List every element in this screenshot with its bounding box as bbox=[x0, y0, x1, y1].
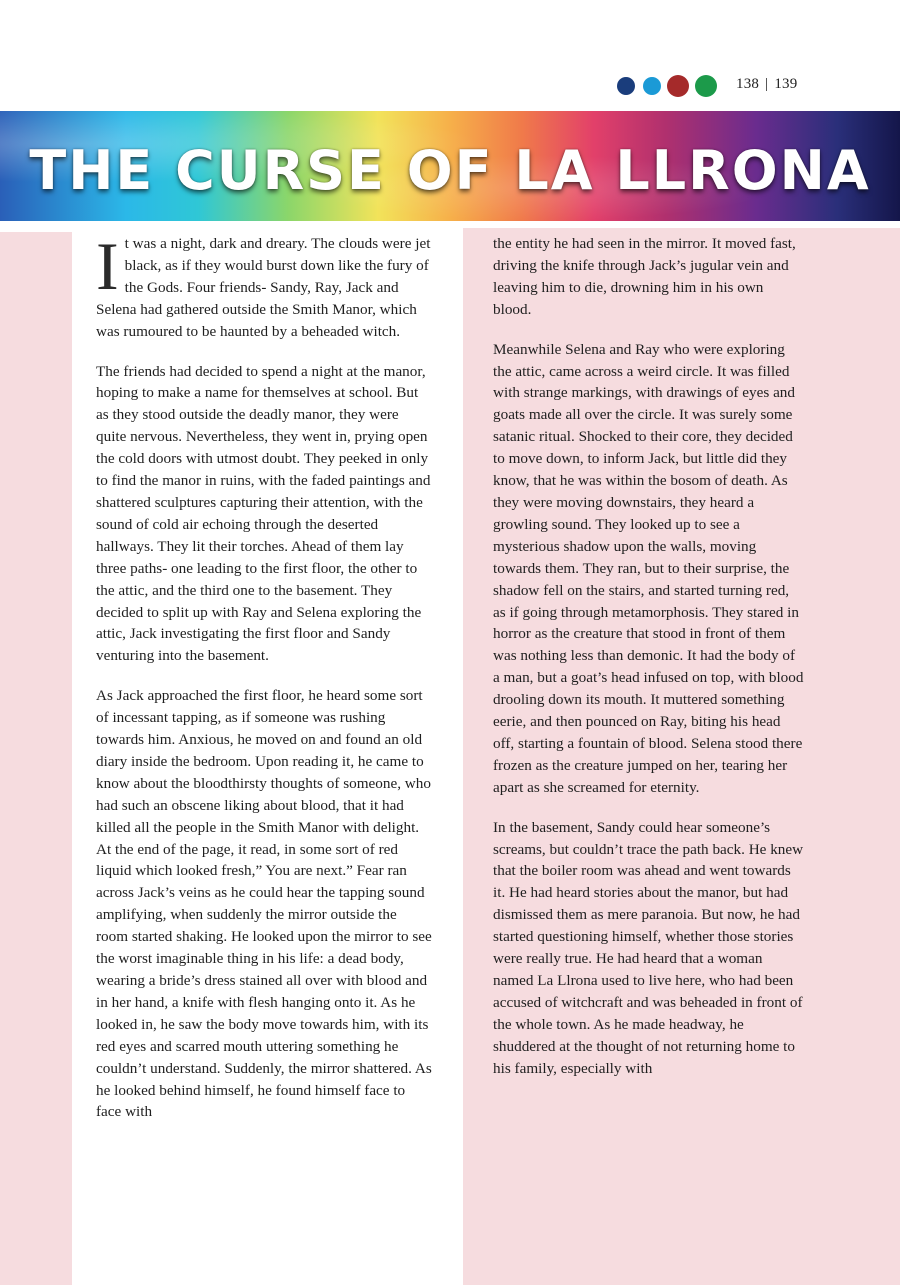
story-paragraph: It was a night, dark and dreary. The clouds were jet black, as if they would burst down like the fury of the Gods. Four friends- Sandy, Ray, Jack and Selena had gathered outside the Smith Manor, which was rumoured to be haunted by a beheaded witch. bbox=[96, 228, 431, 340]
story-column-left bbox=[96, 228, 432, 1141]
page-title: THE CURSE OF LA LLRONA bbox=[29, 139, 871, 202]
story-paragraph: As Jack approached the first floor, he heard some sort of incessant tapping, as if someone was rushing towards him. Anxious, he moved on and found an old diary inside the bedroom. Upon reading it, he came to know about the bloodthirsty thoughts of someone, who had such an obscene liking about blood, that it had killed all the people in the Smith Manor with delight. At the end of the page, it read, in some sort of red liquid which looked fresh,” You are next.” Fear ran across Jack’s veins as he could hear the tapping sound amplifying, when suddenly the mirror outside the room started shaking. He looked upon the mirror to see the worst imaginable thing in his life: a dead body, wearing a bride’s dress stained all over with blood and in her hand, a knife with flesh hanging onto it. As he looked in, he saw the body move towards him, with its red eyes and scarred mouth uttering something he couldn’t understand. Suddenly, the mirror shattered. As he looked behind himself, he found himself face to face with bbox=[96, 687, 432, 1121]
page-numbers bbox=[736, 76, 797, 93]
title-banner bbox=[0, 111, 900, 221]
story-paragraph: The friends had decided to spend a night at the manor, hoping to make a name for themselves at school. But as they stood outside the deadly manor, they were quite nervous. Nevertheless, they went in, prying open the cold doors with utmost doubt. They peeked in only to find the manor in ruins, with the faded paintings and shattered sculptures capturing their attention, with the sound of cold air echoing through the deserted hallways. They lit their torches. Ahead of them lay three paths- one leading to the first floor, the other to the attic, and the third one to the basement. They decided to split up with Ray and Selena exploring the attic, Jack investigating the first floor and Sandy venturing into the basement. bbox=[96, 362, 431, 665]
page-number-left: 138 bbox=[736, 76, 760, 92]
red-dot bbox=[667, 75, 689, 97]
header-dots bbox=[617, 75, 723, 97]
left-margin-panel bbox=[0, 232, 72, 1285]
story-column-right bbox=[493, 233, 805, 1098]
story-paragraph: In the basement, Sandy could hear someone’s screams, but couldn’t trace the path back. He knew that the boiler room was ahead and went towards it. He had heard stories about the manor, but had dismissed them as mere paranoia. But now, he had started questioning himself, whether those stories were really true. He had heard that a woman named La Llrona used to live here, who had been accused of witchcraft and was beheaded in front of the whole town. As he made headway, he shuddered at the thought of not returning home to his family, especially with bbox=[493, 818, 804, 1077]
story-paragraph: the entity he had seen in the mirror. It moved fast, driving the knife through Jack’s jugular vein and leaving him to die, drowning him in his own blood. bbox=[493, 235, 796, 318]
story-paragraph: Meanwhile Selena and Ray who were exploring the attic, came across a weird circle. It was filled with strange markings, with drawings of eyes and goats made all over the circle. It was surely some satanic ritual. Shocked to their core, they decided to move down, to inform Jack, but little did they know, that he was within the bosom of death. As they were moving downstairs, they heard a growling sound. They looked up to see a mysterious shadow upon the walls, moving towards them. They ran, but to their surprise, the shadow fell on the stairs, and started turning red, as if going through metamorphosis. They stared in horror as the creature that stood in front of them was nothing less than demonic. It had the body of a man, but a goat’s head infused on top, with blood drooling down its mouth. It muttered something eerie, and then pounced on Ray, biting his head off, starting a fountain of blood. Selena stood there frozen as the creature jumped on her, tearing her apart as she screamed for eternity. bbox=[493, 340, 804, 796]
blue-dot bbox=[643, 77, 661, 95]
page-separator: | bbox=[765, 76, 769, 92]
green-dot bbox=[695, 75, 717, 97]
page-number-right: 139 bbox=[774, 76, 798, 92]
drop-cap: I bbox=[96, 228, 119, 304]
navy-dot bbox=[617, 77, 635, 95]
